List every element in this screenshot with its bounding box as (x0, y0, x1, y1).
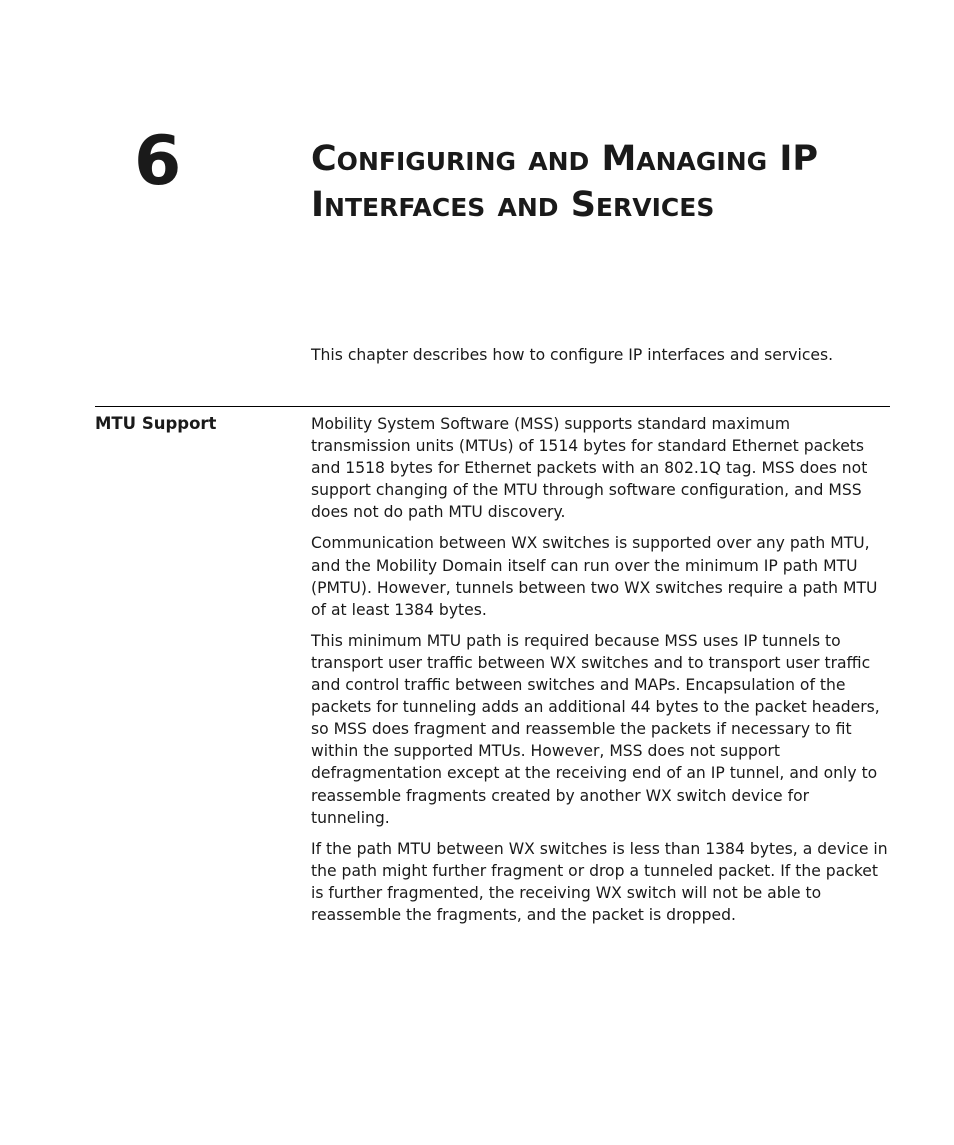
section-paragraph: If the path MTU between WX switches is less than 1384 bytes, a device in the path might further fragment or drop a tunneled packet. If the packet is further fragmented, the receiving WX switch will not be able to reassemble the fragments, and the packet is dropped. (311, 839, 888, 924)
chapter-title (311, 136, 911, 228)
section-divider (95, 406, 890, 407)
chapter-title-line-2: Interfaces and Services (311, 185, 715, 225)
section-body (311, 413, 891, 935)
section-paragraph: Mobility System Software (MSS) supports standard maximum transmission units (MTUs) of 1514 bytes for standard Ethernet packets and 1518 bytes for Ethernet packets with an 802.1Q tag. MSS does not support changing of the MTU through software configuration, and MSS does not do path MTU discovery. (311, 415, 868, 522)
chapter-intro: This chapter describes how to configure IP interfaces and services. (311, 346, 834, 364)
chapter-title-line-1: Configuring and Managing IP (311, 139, 819, 179)
section-paragraph: Communication between WX switches is supported over any path MTU, and the Mobility Domain itself can run over the minimum IP path MTU (PMTU). However, tunnels between two WX switches require a path MTU of at least 1384 bytes. (311, 534, 878, 619)
section-heading: MTU Support (95, 414, 217, 433)
section-paragraph: This minimum MTU path is required because MSS uses IP tunnels to transport user traffic between WX switches and to transport user traffic and control traffic between switches and MAPs. Encapsulation of the packets for tunneling adds an additional 44 bytes to the packet headers, so MSS does fragment and reassemble the packets if necessary to fit within the supported MTUs. However, MSS does not support defragmentation except at the receiving end of an IP tunnel, and only to reassemble fragments created by another WX switch device for tunneling. (311, 631, 880, 827)
chapter-number: 6 (134, 122, 182, 201)
